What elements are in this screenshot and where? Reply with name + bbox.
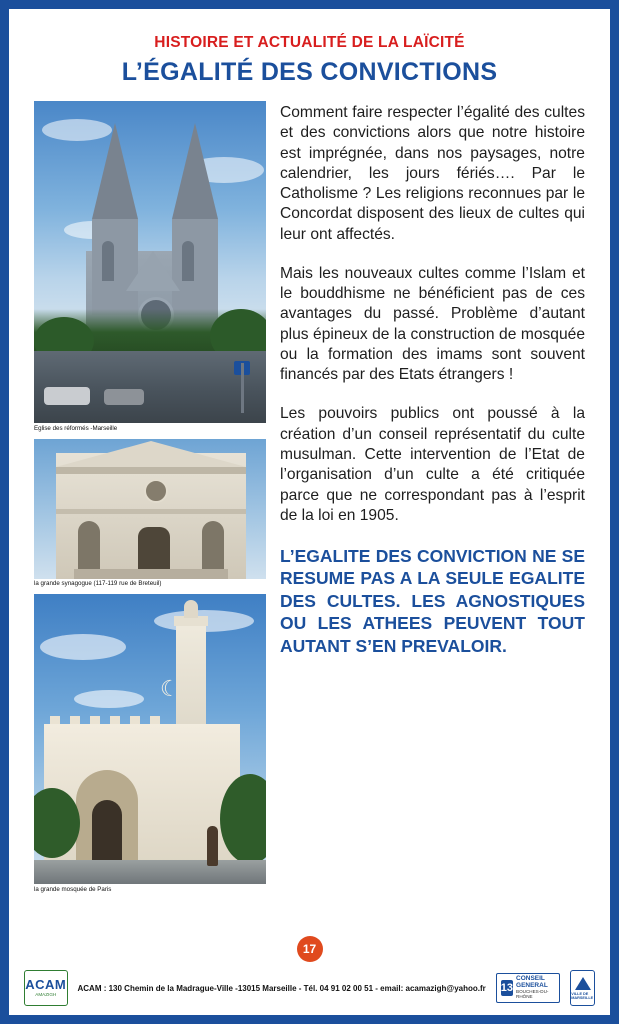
- page-content: [12, 12, 607, 1012]
- figure-caption: la grande synagogue (117-119 rue de Breteuil): [34, 580, 162, 588]
- footer-contact-line: ACAM : 130 Chemin de la Madrague-Ville -13015 Marseille - Tél. 04 91 02 00 51 - email: acamazigh@yahoo.fr: [77, 983, 486, 993]
- photo-grande-mosquee-de-paris: [34, 594, 266, 884]
- portal-doorway: [92, 800, 122, 862]
- photo-eglise-des-reformes: [34, 101, 266, 423]
- figure-eglise-des-reformes: [34, 101, 266, 432]
- arched-window: [78, 521, 100, 569]
- figure-caption: la grande mosquée de Paris: [34, 885, 112, 893]
- tower-window: [102, 241, 114, 281]
- page-inner-border: [9, 9, 610, 1015]
- page-footer: [24, 940, 595, 1002]
- crenellation: [90, 716, 100, 724]
- page-title: L’ÉGALITÉ DES CONVICTIONS: [121, 58, 498, 86]
- figure-grande-mosquee-de-paris: [34, 594, 266, 893]
- ville-de-marseille-text: VILLE DE MARSEILLE: [571, 991, 594, 1000]
- body-paragraph-3: Les pouvoirs publics ont poussé à la création d’un conseil représentatif du culte musulman. Cette intervention de l’Etat de l’organisation d’un culte a été critiquée parce que ne correspondant pas à l’esprit de la loi en 1905.: [280, 405, 585, 524]
- synagogue-cornice: [56, 467, 246, 474]
- footer-row: [24, 970, 595, 1006]
- text-column: [280, 101, 585, 657]
- body-paragraph-2: Mais les nouveaux cultes comme l’Islam et le bouddhisme ne bénéficient pas de ces avantages du passé. Problème d’autant plus épineux de la construction de mosquée ou la formation des imams sont souvent financés par des Etats étrangers !: [280, 264, 585, 384]
- parked-car: [44, 387, 90, 405]
- synagogue-string-course: [56, 509, 246, 514]
- crenellation: [70, 716, 80, 724]
- crenellation: [130, 716, 140, 724]
- acam-logo-subtext: AMAZIGH: [35, 992, 57, 998]
- two-column-layout: [34, 101, 585, 900]
- crenellation: [50, 716, 60, 724]
- rose-window: [144, 479, 168, 503]
- synagogue-pediment: [56, 441, 246, 467]
- conclusion-statement: L’EGALITE DES CONVICTION NE SE RESUME PAS A LA SEULE EGALITE DES CULTES. LES AGNOSTIQUES OU LES ATHEES PEUVENT TOUT AUTANT S’EN PREVALOIR.: [280, 546, 585, 656]
- figure-column: [34, 101, 266, 900]
- acam-logo-text: ACAM: [25, 977, 67, 993]
- crenellation: [110, 716, 120, 724]
- figure-grande-synagogue: [34, 439, 266, 588]
- sail-icon: [575, 977, 591, 990]
- ville-de-marseille-logo: [570, 970, 595, 1006]
- crescent-moon-icon: ☾: [160, 676, 180, 702]
- conseil-general-line1: CONSEIL GENERAL: [516, 975, 548, 990]
- minaret-cap: [184, 600, 198, 618]
- street-foreground: [34, 860, 266, 884]
- photo-grande-synagogue: [34, 439, 266, 579]
- arched-window: [202, 521, 224, 569]
- parked-car: [104, 389, 144, 405]
- conseil-general-text: [516, 976, 555, 999]
- figure-caption: Eglise des réformés -Marseille: [34, 424, 118, 432]
- section-kicker: HISTOIRE ET ACTUALITÉ DE LA LAÏCITÉ: [154, 34, 465, 51]
- crenellation: [150, 716, 160, 724]
- church-gable: [126, 251, 180, 291]
- conseil-general-line2: BOUCHES-DU-RHÔNE: [516, 989, 549, 999]
- conseil-general-logo: [496, 973, 560, 1002]
- acam-logo: [24, 970, 68, 1006]
- entrance-door: [138, 527, 170, 575]
- lamp-post: [241, 363, 244, 413]
- church-spire-right: [172, 123, 218, 219]
- body-paragraph-1: Comment faire respecter l’égalité des cultes et des convictions alors que notre histoire est imprégnée, dans nos paysages, notre calendrier, les jours fériés…. Par le Catholisme ? Les religions reconnues par le Concordat disposent des lieux de cultes qui leur ont affectés.: [280, 104, 585, 243]
- pedestrian-figure: [207, 826, 218, 866]
- entrance-steps: [74, 569, 228, 579]
- page-number-badge: 17: [297, 936, 323, 962]
- department-number-badge: 13: [500, 982, 514, 994]
- tower-window: [182, 241, 194, 281]
- church-spire-left: [92, 123, 138, 219]
